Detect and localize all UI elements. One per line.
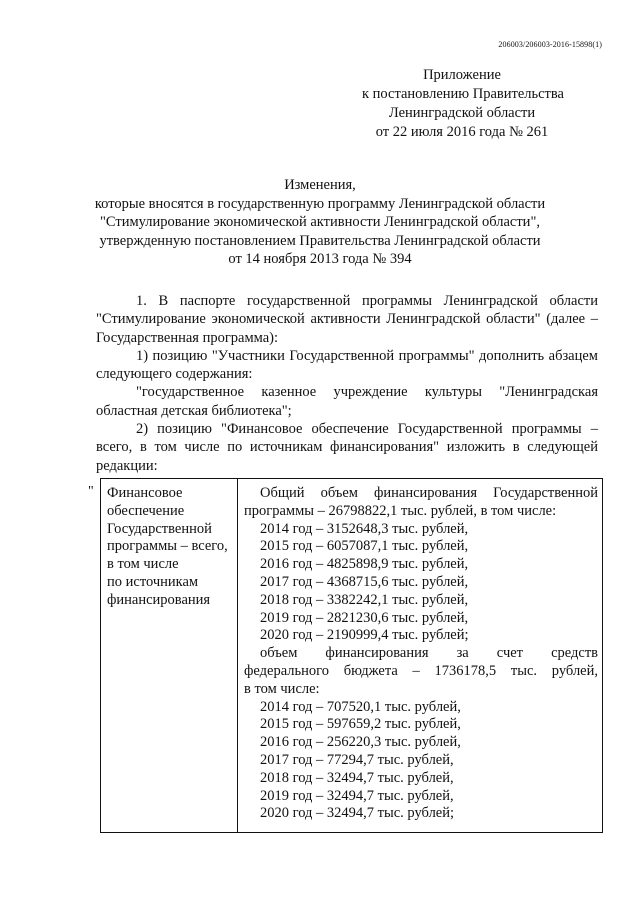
paragraph-4: 2) позицию "Финансовое обеспечение Государственной программы – всего, в том числе по источникам финансирования" изложить в следующей редакции: [96,421,598,474]
federal-year-line: 2014 год – 707520,1 тыс. рублей, [260,698,461,715]
federal-financing-line: в том числе: [244,680,320,697]
federal-year-line: 2018 год – 32494,7 тыс. рублей, [260,769,454,786]
federal-year-line: 2015 год – 597659,2 тыс. рублей, [260,716,461,733]
total-year-line: 2018 год – 3382242,1 тыс. рублей, [260,591,469,608]
document-title [90,176,550,269]
financing-label-cell [101,479,238,833]
document-id: 206003/206003-2016-15898(1) [498,40,602,49]
total-financing-line: программы – 26798822,1 тыс. рублей, в том числе: [244,502,557,519]
total-year-line: 2019 год – 2821230,6 тыс. рублей, [260,609,469,626]
document-body [96,292,598,475]
total-year-line: 2015 год – 6057087,1 тыс. рублей, [260,538,469,555]
federal-year-line: 2019 год – 32494,7 тыс. рублей, [260,787,454,804]
total-year-line: 2017 год – 4368715,6 тыс. рублей, [260,573,469,590]
paragraph-1: 1. В паспорте государственной программы Ленинградской области "Стимулирование экономической активности Ленинградской области" (далее – Государственная программа): [96,293,598,346]
label-line: Финансовое [107,485,183,501]
title-line: от 14 ноября 2013 года № 394 [228,251,412,267]
opening-quote: " [88,484,94,499]
appendix-header [362,66,562,142]
total-financing-line: Общий объем финансирования Государственной [260,485,598,501]
label-line: программы – всего, [107,538,228,555]
total-year-line: 2020 год – 2190999,4 тыс. рублей; [260,627,469,644]
financing-value-cell [238,479,603,833]
federal-year-line: 2017 год – 77294,7 тыс. рублей, [260,751,454,768]
appendix-line: Приложение [423,67,501,83]
federal-financing-line: объем финансирования за счет средств [260,645,598,662]
table-row [101,479,603,833]
paragraph-2: 1) позицию "Участники Государственной программы" дополнить абзацем следующего содержания: [96,347,598,383]
title-line: Изменения, [284,177,356,193]
total-year-line: 2014 год – 3152648,3 тыс. рублей, [260,520,469,537]
federal-financing-line: федерального бюджета – 1736178,5 тыс. рублей, [244,662,598,679]
title-line: утвержденную постановлением Правительства Ленинградской области [99,232,541,249]
federal-year-line: 2020 год – 32494,7 тыс. рублей; [260,805,455,822]
federal-year-line: 2016 год – 256220,3 тыс. рублей, [260,734,461,751]
paragraph-3: "государственное казенное учреждение культуры "Ленинградская областная детская библиотека"; [96,384,598,419]
label-line: обеспечение [107,502,185,519]
total-year-line: 2016 год – 4825898,9 тыс. рублей, [260,556,469,573]
appendix-line: от 22 июля 2016 года № 261 [375,124,549,140]
title-line: которые вносятся в государственную программу Ленинградской области [94,195,546,212]
label-line: Государственной [107,520,212,537]
label-line: финансирования [107,591,211,608]
appendix-line: Ленинградской области [388,105,536,121]
label-line: в том числе [107,556,179,573]
label-line: по источникам [107,573,199,590]
financing-table [100,478,603,833]
title-line: "Стимулирование экономической активности Ленинградской области", [100,214,540,230]
appendix-line: к постановлению Правительства [362,86,564,102]
